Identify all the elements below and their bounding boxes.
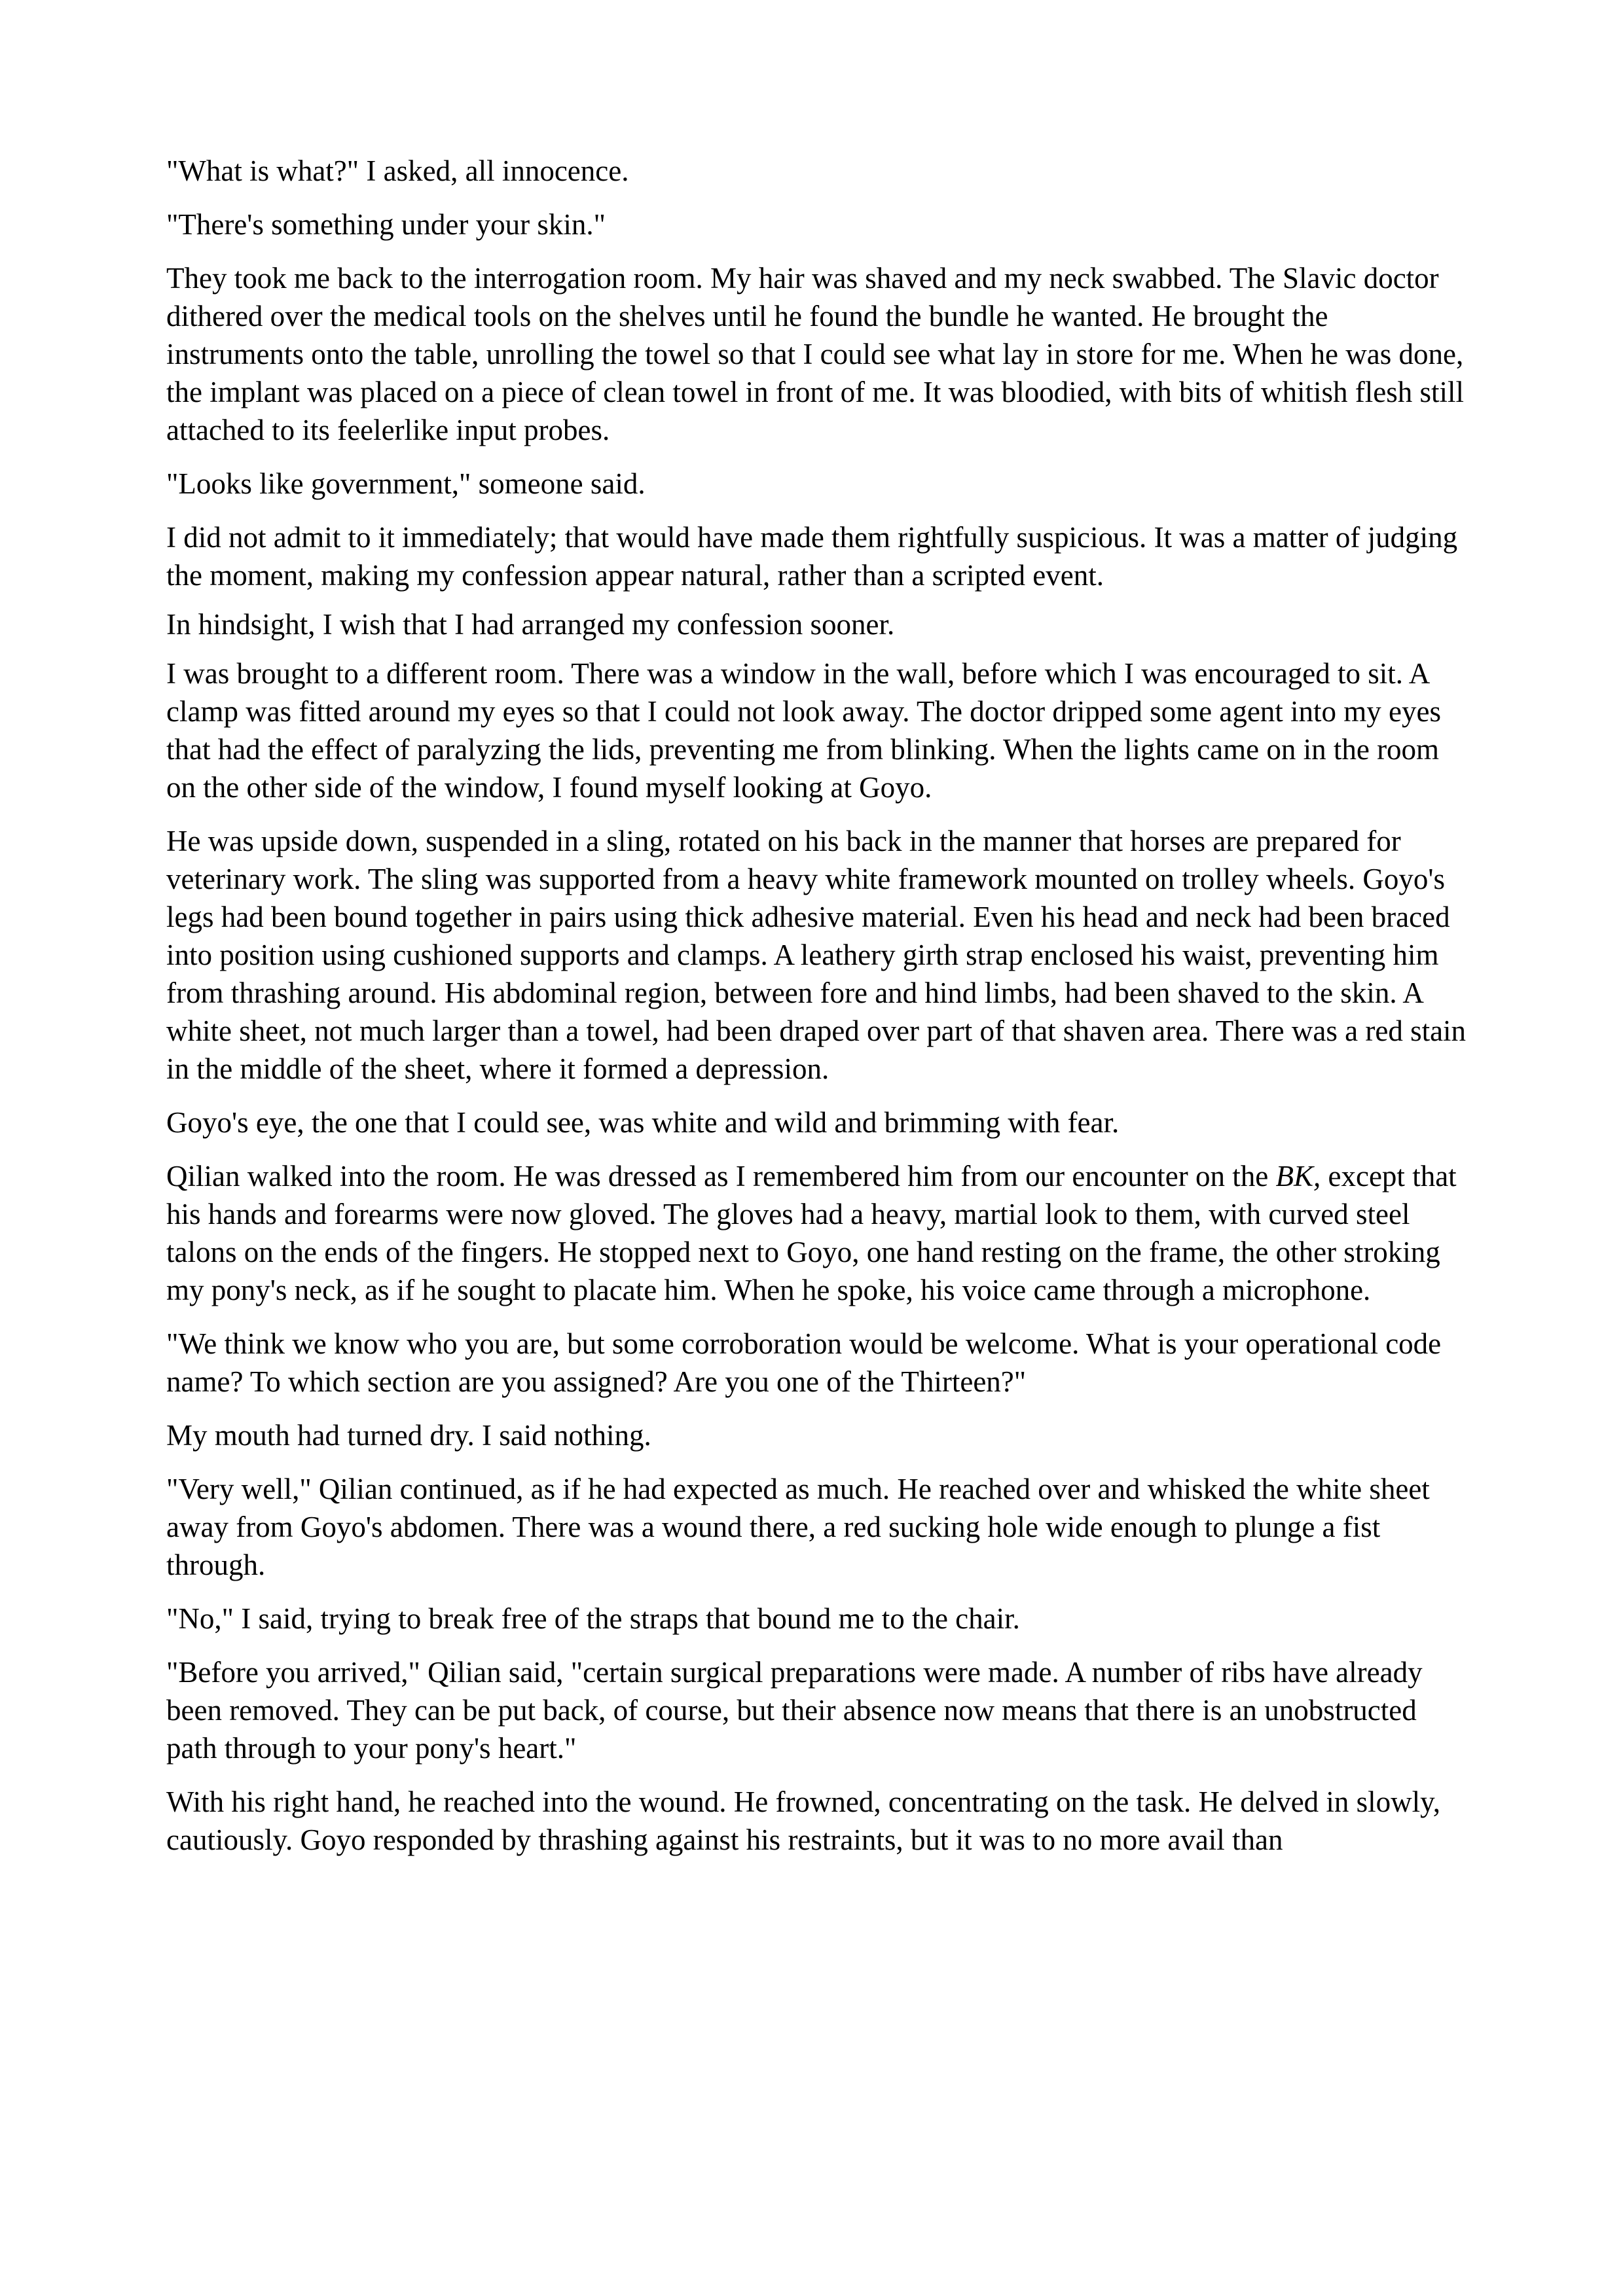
paragraph-10 [166, 1157, 1469, 1309]
paragraph-4: "Looks like government," someone said. [166, 467, 646, 500]
paragraph-16: With his right hand, he reached into the wound. He frowned, concentrating on the task. He delved in slowly, cautiously. Goyo responded by thrashing against his restraints, but it was to no more avail than [166, 1785, 1441, 1856]
paragraph-6: In hindsight, I wish that I had arranged my confession sooner. [166, 608, 895, 641]
paragraph-12: My mouth had turned dry. I said nothing. [166, 1419, 651, 1452]
paragraph-2: "There's something under your skin." [166, 208, 606, 241]
paragraph-7: I was brought to a different room. There was a window in the wall, before which I was encouraged to sit. A clamp was fitted around my eyes so that I could not look away. The doctor dripped some agent into my eyes that had the effect of paralyzing the lids, preventing me from blinking. When the lights came on in the room on the other side of the window, I found myself looking at Goyo. [166, 657, 1442, 804]
paragraph-3: They took me back to the interrogation room. My hair was shaved and my neck swabbed. The Slavic doctor dithered over the medical tools on the shelves until he found the bundle he wanted. He brought the instruments onto the table, unrolling the towel so that I could see what lay in store for me. When he was done, the implant was placed on a piece of clean towel in front of me. It was bloodied, with bits of whitish flesh still attached to its feelerlike input probes. [166, 262, 1465, 446]
paragraph-5: I did not admit to it immediately; that would have made them rightfully suspicious. It was a matter of judging the moment, making my confession appear natural, rather than a scripted event. [166, 521, 1458, 592]
paragraph-8: He was upside down, suspended in a sling, rotated on his back in the manner that horses are prepared for veterinary work. The sling was supported from a heavy white framework mounted on trolley wheels. Goyo's legs had been bound together in pairs using thick adhesive material. Even his head and neck had been braced into position using cushioned supports and clamps. A leathery girth strap enclosed his waist, preventing him from thrashing around. His abdominal region, between fore and hind limbs, had been shaved to the skin. A white sheet, not much larger than a towel, had been draped over part of that shaven area. There was a red stain in the middle of the sheet, where it formed a depression. [166, 825, 1467, 1085]
paragraph-13: "Very well," Qilian continued, as if he had expected as much. He reached over and whisked the white sheet away from Goyo's abdomen. There was a wound there, a red sucking hole wide enough to plunge a fist through. [166, 1473, 1430, 1581]
paragraph-1: "What is what?" I asked, all innocence. [166, 154, 629, 187]
paragraph-9: Goyo's eye, the one that I could see, was white and wild and brimming with fear. [166, 1106, 1120, 1139]
paragraph-11: "We think we know who you are, but some corroboration would be welcome. What is your operational code name? To which section are you assigned? Are you one of the Thirteen?" [166, 1327, 1442, 1398]
ship-name-italic: BK, [1275, 1160, 1321, 1193]
paragraph-14: "No," I said, trying to break free of the straps that bound me to the chair. [166, 1602, 1020, 1635]
paragraph-10-start: Qilian walked into the room. He was dressed as I remembered him from our encounter on the [166, 1160, 1276, 1193]
paragraph-15: "Before you arrived," Qilian said, "certain surgical preparations were made. A number of ribs have already been removed. They can be put back, of course, but their absence now means that there is an unobstructed path through to your pony's heart." [166, 1656, 1423, 1765]
body-text [166, 152, 1469, 1859]
paragraph-10-end: except that his hands and forearms were now gloved. The gloves had a heavy, martial look to them, with curved steel talons on the ends of the fingers. He stopped next to Goyo, one hand resting on the frame, the other stroking my pony's neck, as if he sought to placate him. When he spoke, his voice came through a microphone. [166, 1160, 1457, 1306]
